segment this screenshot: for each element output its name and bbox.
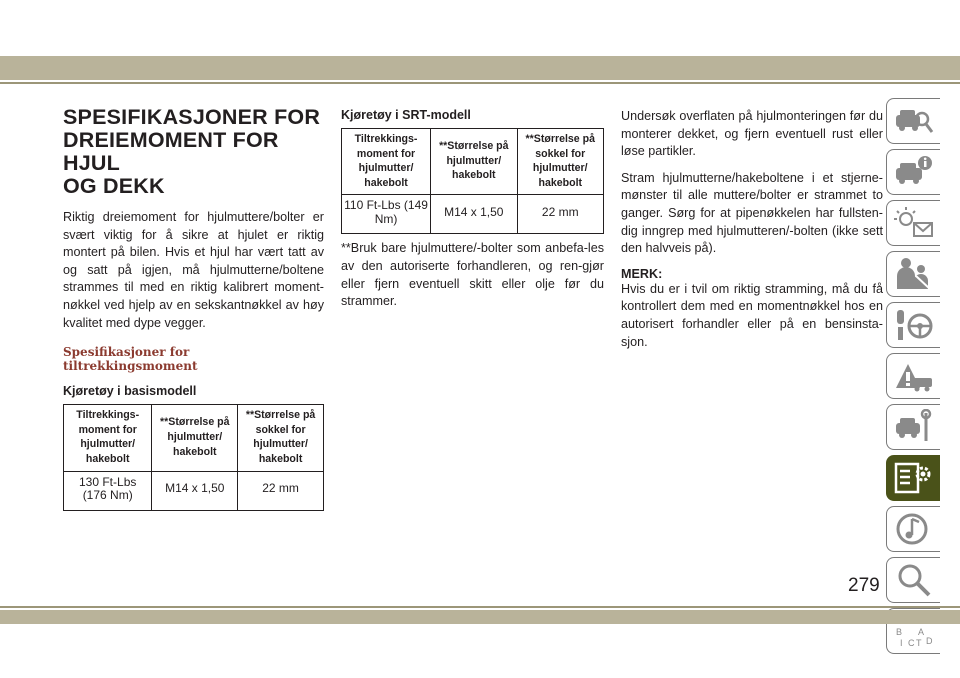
left-column (63, 100, 324, 511)
note-label: MERK: (621, 266, 663, 281)
tab-starting-driving[interactable] (886, 302, 940, 348)
inspect-paragraph: Undersøk overflaten på hjulmonteringen før du monterer dekket, og fjern eventuell rust eller løse partikler. (621, 109, 883, 159)
index-letter: I (899, 638, 903, 648)
tighten-paragraph: Stram hjulmutterne/hakeboltene i et stjerne-mønster til alle muttere/bolter er strammet to ganger. Sørg for at pipenøkkelen har fullsten-dig inngrep med hjulmutteren/-bolten (ikke sett den halvveis på). (621, 170, 883, 256)
index-letter: A (917, 627, 924, 637)
table-cell: 22 mm (238, 471, 324, 510)
tab-index-search[interactable] (886, 557, 940, 603)
tab-multimedia[interactable] (886, 506, 940, 552)
car-info-icon (894, 154, 934, 190)
tab-safety[interactable] (886, 251, 940, 297)
specifications-gear-icon (894, 460, 934, 496)
people-safety-icon (894, 256, 934, 292)
header-rule (0, 82, 960, 84)
table-cell: M14 x 1,50 (431, 195, 517, 234)
page-number: 279 (848, 575, 880, 596)
steering-wheel-icon (894, 307, 934, 343)
table-row (64, 471, 324, 510)
tab-car-info[interactable] (886, 149, 940, 195)
warning-light-message-icon (894, 205, 934, 241)
table-header-cell: **Størrelse på sokkel for hjulmutter/ hakebolt (517, 129, 603, 195)
car-magnifier-icon (894, 103, 934, 139)
multimedia-music-icon (894, 511, 934, 547)
search-magnifier-icon (894, 562, 934, 598)
table-cell: 130 Ft-Lbs (176 Nm) (64, 471, 152, 510)
table-cell: 110 Ft-Lbs (149 Nm) (342, 195, 431, 234)
chapter-tabs (886, 98, 940, 659)
header-band (0, 56, 960, 80)
middle-column (341, 108, 604, 311)
table-header-cell: Tiltrekkings-moment for hjulmutter/ hakebolt (342, 129, 431, 195)
table-header-row (342, 129, 604, 195)
table-header-cell: **Størrelse på hjulmutter/ hakebolt (431, 129, 517, 195)
tab-car-magnifier[interactable] (886, 98, 940, 144)
index-letter: T (915, 638, 921, 648)
title-line-3: OG DEKK (63, 174, 165, 198)
torque-spec-subheading: Spesifikasjoner for tiltrekkingsmoment (63, 345, 198, 374)
car-wrench-icon (894, 409, 934, 445)
index-letter: D (925, 636, 932, 646)
table-header-row (64, 405, 324, 471)
footer-rule (0, 606, 960, 608)
tab-emergency[interactable] (886, 353, 940, 399)
car-breakdown-icon (894, 358, 934, 394)
tab-warning-lights[interactable] (886, 200, 940, 246)
title-line-1: SPESIFIKASJONER FOR (63, 105, 321, 129)
srt-model-table-title: Kjøretøy i SRT-modell (341, 108, 471, 122)
tab-servicing[interactable] (886, 404, 940, 450)
footnote-paragraph: **Bruk bare hjulmuttere/-bolter som anbefa-les av den autoriserte forhandleren, og ren-gjør eller fjern eventuell skitt eller olje før du strammer. (341, 241, 604, 309)
table-header-cell: **Størrelse på sokkel for hjulmutter/ hakebolt (238, 405, 324, 471)
table-row (342, 195, 604, 234)
index-letter: B (895, 627, 902, 637)
table-header-cell: Tiltrekkings-moment for hjulmutter/ hakebolt (64, 405, 152, 471)
table-cell: M14 x 1,50 (152, 471, 238, 510)
footer-band (0, 610, 960, 624)
page-title (63, 106, 324, 198)
table-cell: 22 mm (517, 195, 603, 234)
right-column (621, 108, 883, 360)
base-model-torque-table (63, 404, 324, 510)
base-model-table-title: Kjøretøy i basismodell (63, 384, 197, 399)
srt-model-torque-table (341, 128, 604, 234)
tab-specifications[interactable] (886, 455, 940, 501)
index-letter: C (907, 638, 914, 648)
intro-paragraph: Riktig dreiemoment for hjulmuttere/bolter er svært viktig for å sikre at hjulet er riktig montert på bilen. Hvis et hjul har vært tatt av og satt på igjen, må hjulmutterne/boltene strammes til med en riktig kalibrert moment-nøkkel ved hjelp av en sekskantnøkkel av høy kvalitet med dype vegger. (63, 210, 324, 330)
note-paragraph: Hvis du er i tvil om riktig stramming, må du få kontrollert dem med en momentnøkkel hos en autorisert forhandler eller på en bensinsta-sjon. (621, 281, 883, 349)
table-header-cell: **Størrelse på hjulmutter/ hakebolt (152, 405, 238, 471)
title-line-2: DREIEMOMENT FOR HJUL (63, 128, 279, 175)
